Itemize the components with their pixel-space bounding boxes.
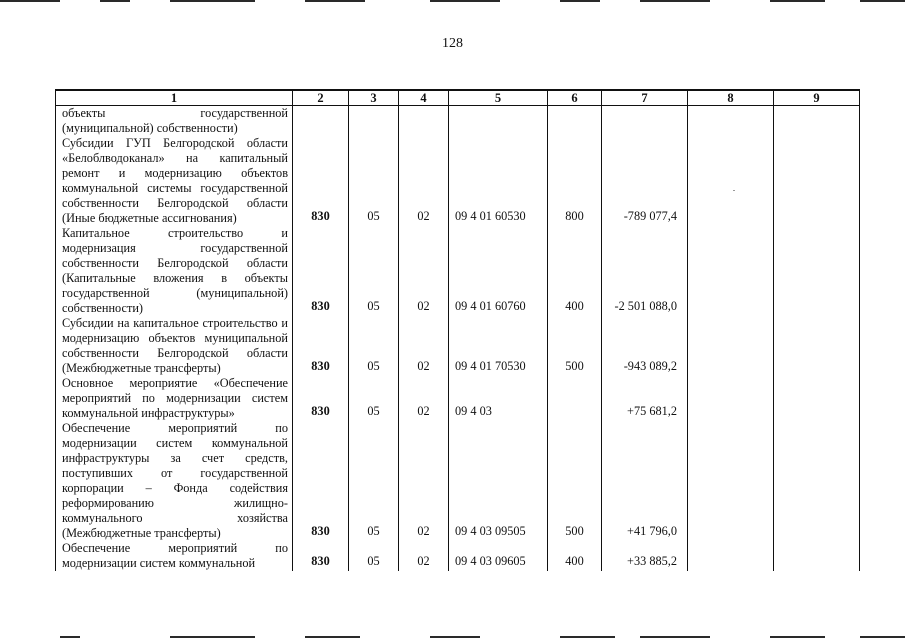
row-empty-cell <box>688 421 774 541</box>
scan-rule <box>170 0 255 2</box>
scan-rule <box>305 636 360 638</box>
scan-rule <box>430 636 480 638</box>
row-admin-code: 830 <box>293 376 349 421</box>
row-target-code: 09 4 01 70530 <box>449 316 548 376</box>
header-cell: 1 <box>56 90 293 106</box>
row-target-code: 09 4 03 09605 <box>449 541 548 571</box>
header-cell: 9 <box>774 90 860 106</box>
scan-rule <box>640 0 710 2</box>
row-expense-type <box>548 376 602 421</box>
row-empty-cell <box>688 136 774 226</box>
table-row <box>56 421 860 541</box>
row-subsection: 02 <box>399 541 449 571</box>
row-section: 05 <box>349 376 399 421</box>
row-empty-cell <box>774 421 860 541</box>
row-description: Обеспечение мероприятий по модернизации систем коммунальной инфраструктуры за счет средств, поступивших от государственной корпорации – Фонда содействия реформированию жилищно-коммунального хозяйства (Межбюджетные трансферты) <box>56 421 293 541</box>
scan-rule <box>305 0 365 2</box>
table-row <box>56 316 860 376</box>
row-section: 05 <box>349 316 399 376</box>
row-target-code <box>449 106 548 137</box>
row-expense-type: 400 <box>548 226 602 316</box>
row-description: Субсидии на капитальное строительство и модернизацию объектов муниципальной собственности Белгородской области (Межбюджетные трансферты) <box>56 316 293 376</box>
row-admin-code: 830 <box>293 136 349 226</box>
row-description: Капитальное строительство и модернизация государственной собственности Белгородской области (Капитальные вложения в объекты государственной (муниципальной) собственности) <box>56 226 293 316</box>
row-empty-cell <box>774 316 860 376</box>
row-section: 05 <box>349 226 399 316</box>
row-target-code: 09 4 03 09505 <box>449 421 548 541</box>
row-section: 05 <box>349 421 399 541</box>
row-subsection: 02 <box>399 226 449 316</box>
header-cell: 2 <box>293 90 349 106</box>
row-subsection: 02 <box>399 421 449 541</box>
row-amount: +33 885,2 <box>602 541 688 571</box>
row-description: объекты государственной (муниципальной) собственности) <box>56 106 293 137</box>
scan-rule <box>860 0 905 2</box>
table-row <box>56 106 860 137</box>
row-amount: -2 501 088,0 <box>602 226 688 316</box>
row-description: Основное мероприятие «Обеспечение мероприятий по модернизации систем коммунальной инфраструктуры» <box>56 376 293 421</box>
row-amount: +75 681,2 <box>602 376 688 421</box>
row-admin-code: 830 <box>293 226 349 316</box>
scan-rule <box>430 0 500 2</box>
row-empty-cell <box>688 376 774 421</box>
row-amount: -943 089,2 <box>602 316 688 376</box>
scan-rule <box>100 0 130 2</box>
header-cell: 4 <box>399 90 449 106</box>
row-target-code: 09 4 01 60530 <box>449 136 548 226</box>
row-empty-cell <box>688 106 774 137</box>
header-cell: 5 <box>449 90 548 106</box>
row-section <box>349 106 399 137</box>
row-empty-cell <box>774 376 860 421</box>
row-expense-type <box>548 106 602 137</box>
row-admin-code: 830 <box>293 541 349 571</box>
row-amount <box>602 106 688 137</box>
header-cell: 3 <box>349 90 399 106</box>
header-cell: 8 <box>688 90 774 106</box>
row-empty-cell <box>688 541 774 571</box>
row-empty-cell <box>774 541 860 571</box>
row-description: Обеспечение мероприятий по модернизации систем коммунальной <box>56 541 293 571</box>
row-expense-type: 800 <box>548 136 602 226</box>
header-cell: 6 <box>548 90 602 106</box>
scan-rule <box>860 636 905 638</box>
row-expense-type: 500 <box>548 421 602 541</box>
row-subsection: 02 <box>399 376 449 421</box>
row-empty-cell <box>774 106 860 137</box>
scan-rule <box>640 636 710 638</box>
row-subsection: 02 <box>399 316 449 376</box>
row-amount: -789 077,4 <box>602 136 688 226</box>
table-header-row <box>56 90 860 106</box>
budget-table <box>55 89 860 571</box>
row-amount: +41 796,0 <box>602 421 688 541</box>
row-expense-type: 500 <box>548 316 602 376</box>
scan-rule <box>0 0 60 2</box>
row-description: Субсидии ГУП Белгородской области «Белоблводоканал» на капитальный ремонт и модернизацию объектов коммунальной системы государственной собственности Белгородской области (Иные бюджетные ассигнования) <box>56 136 293 226</box>
row-empty-cell <box>688 226 774 316</box>
scan-rule <box>60 636 80 638</box>
row-target-code: 09 4 03 <box>449 376 548 421</box>
row-expense-type: 400 <box>548 541 602 571</box>
header-cell: 7 <box>602 90 688 106</box>
table-row <box>56 541 860 571</box>
row-section: 05 <box>349 136 399 226</box>
row-section: 05 <box>349 541 399 571</box>
row-empty-cell <box>688 316 774 376</box>
scan-rule <box>560 0 600 2</box>
scan-rule <box>560 636 615 638</box>
table-row <box>56 376 860 421</box>
row-subsection <box>399 106 449 137</box>
scan-rule <box>170 636 255 638</box>
page-number: 128 <box>442 36 463 51</box>
scan-rule <box>770 636 825 638</box>
row-admin-code: 830 <box>293 316 349 376</box>
table-row <box>56 136 860 226</box>
row-admin-code <box>293 106 349 137</box>
row-target-code: 09 4 01 60760 <box>449 226 548 316</box>
row-empty-cell <box>774 136 860 226</box>
row-empty-cell <box>774 226 860 316</box>
table-row <box>56 226 860 316</box>
row-subsection: 02 <box>399 136 449 226</box>
scan-rule <box>770 0 825 2</box>
row-admin-code: 830 <box>293 421 349 541</box>
